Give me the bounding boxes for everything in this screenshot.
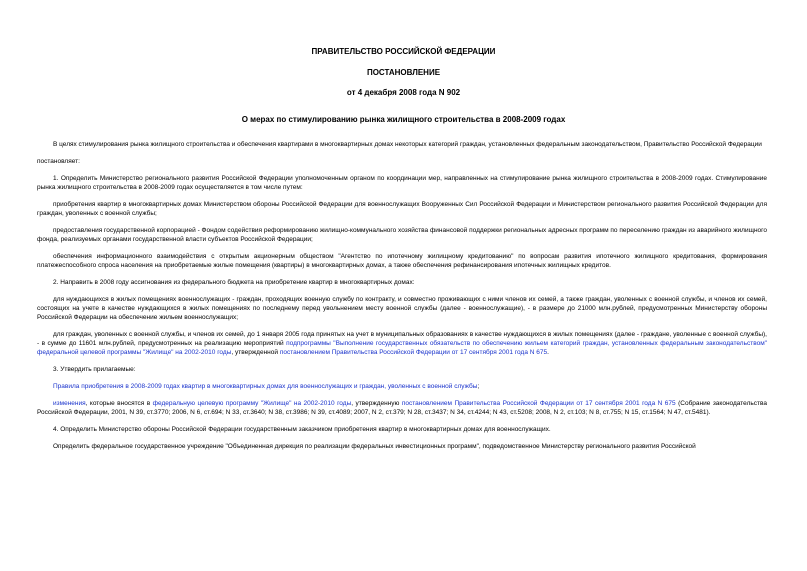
clause-2-item-a: для нуждающихся в жилых помещениях военнослужащих - граждан, проходящих военную службу по контракту, и совместно проживающих с ними членов их семей, а также граждан, уволенных с военной службы, и членов их семей, состоящих на учете в качестве нуждающихся в жилых помещениях по последнему перед увольнением месту военной службы (далее - военнослужащие), - в размере до 21000 млн.рублей, предусмотренных Министерству обороны Российской Федерации на обеспечение жильем военнослужащих; bbox=[37, 296, 767, 321]
clause-1-item-c: обеспечения информационного взаимодействия с открытым акционерным обществом "Агентство по ипотечному жилищному кредитованию" по вопросам развития ипотечного жилищного кредитования, формирования платежеспособного спроса населения на приобретаемые жилые помещения (квартиры) в многоквартирных домах, а также обеспечения рефинансирования ипотечных жилищных кредитов. bbox=[37, 253, 767, 269]
clause-3-item-b bbox=[37, 399, 767, 417]
clause-1-item-a: приобретения квартир в многоквартирных домах Министерством обороны Российской Федерации для военнослужащих Вооруженных Сил Российской Федерации и Министерством регионального развития Российской Федерации для граждан, уволенных с военной службы; bbox=[37, 201, 767, 217]
clause-4-item-a: Определить федеральное государственное учреждение "Объединенная дирекция по реализации федеральных инвестиционных программ", подведомственное Министерству регионального развития Российской bbox=[53, 443, 696, 450]
clause-3-item-a bbox=[37, 382, 767, 391]
clause-3-item-a-end: ; bbox=[477, 383, 480, 390]
subprogram-link[interactable]: подпрограммы "Выполнение государственных обязательств по обеспечению жильем категорий граждан, установленных федеральным законодательством" федеральной целевой программы "Жилище" на 2002-2010 годы bbox=[37, 340, 767, 356]
document-title: О мерах по стимулированию рынка жилищного строительства в 2008-2009 годах bbox=[241, 115, 566, 124]
clause-2-item-b-text-2: , утвержденной bbox=[231, 349, 280, 356]
housing-program-link[interactable]: федеральную целевую программу "Жилище" на 2002-2010 годы bbox=[152, 400, 352, 407]
amendments-link[interactable]: изменения bbox=[53, 400, 86, 407]
clause-2-item-b-text: для граждан, уволенных с военной службы, и членов их семей, до 1 января 2005 года принятых на учет в муниципальных образованиях в качестве нуждающихся в жилых помещениях (далее - граждане, уволенные с военной службы), - в сумме до 11601 млн.рублей, предусмотренных на реализацию мероприятий bbox=[37, 331, 767, 347]
document-date-number: от 4 декабря 2008 года N 902 bbox=[346, 88, 461, 97]
rules-link[interactable]: Правила приобретения в 2008-2009 годах квартир в многоквартирных домах для военнослужащих и граждан, уволенных с военной службы bbox=[53, 383, 478, 390]
clause-1: 1. Определить Министерство регионального развития Российской Федерации уполномоченным органом по координации мер, направленных на стимулирование рынка жилищного строительства в 2008-2009 годах. Стимулирование рынка жилищного строительства в 2008-2009 годах осуществляется в том числе путем: bbox=[37, 175, 767, 191]
intro-paragraph: В целях стимулирования рынка жилищного строительства и обеспечения квартирами в многоквартирных домах некоторых категорий граждан, установленных федеральным законодательством, Правительство Российской Федерации bbox=[53, 141, 762, 148]
clause-2-item-b-end: . bbox=[547, 349, 549, 356]
clause-2: 2. Направить в 2008 году ассигнования из федерального бюджета на приобретение квартир в многоквартирных домах: bbox=[53, 279, 415, 286]
clause-3-item-b-text-3: (Собрание законодательства Российской Федерации, 2001, N 39, ст.3770; 2006, N 6, ст.694; N 33, ст.3640; N 38, ст.3986; N 39, ст.4089; 2007, N 2, ст.379; N 28, ст.3437; N 34, ст.4244; N 43, ст.5208; 2008, N 2, ст.103; N 8, ст.755; N 15, ст.1564; N 47, ст.5481). bbox=[37, 400, 767, 416]
resolution-675-link[interactable]: постановлением Правительства Российской Федерации от 17 сентября 2001 года N 675 bbox=[279, 349, 548, 356]
clause-2-item-b bbox=[37, 330, 767, 357]
document-type: ПОСТАНОВЛЕНИЕ bbox=[366, 68, 441, 77]
clause-3-item-b-text: , которые вносятся в bbox=[85, 400, 153, 407]
resolution-675-link-2[interactable]: постановлением Правительства Российской Федерации от 17 сентября 2001 года N 675 bbox=[401, 400, 676, 407]
clause-1-item-b: предоставления государственной корпорацией - Фондом содействия реформированию жилищно-коммунального хозяйства финансовой поддержки региональных адресных программ по переселению граждан из аварийного жилищного фонда, реализуемых органами государственной власти субъектов Российской Федерации; bbox=[37, 227, 767, 243]
document-body bbox=[37, 140, 767, 459]
issuer-heading: ПРАВИТЕЛЬСТВО РОССИЙСКОЙ ФЕДЕРАЦИИ bbox=[311, 47, 496, 56]
decrees-label: постановляет: bbox=[37, 158, 80, 165]
clause-3-item-b-text-2: , утвержденную bbox=[351, 400, 402, 407]
clause-3: 3. Утвердить прилагаемые: bbox=[53, 366, 136, 373]
clause-4: 4. Определить Министерство обороны Российской Федерации государственным заказчиком приобретения квартир в многоквартирных домах для военнослужащих. bbox=[53, 426, 551, 433]
